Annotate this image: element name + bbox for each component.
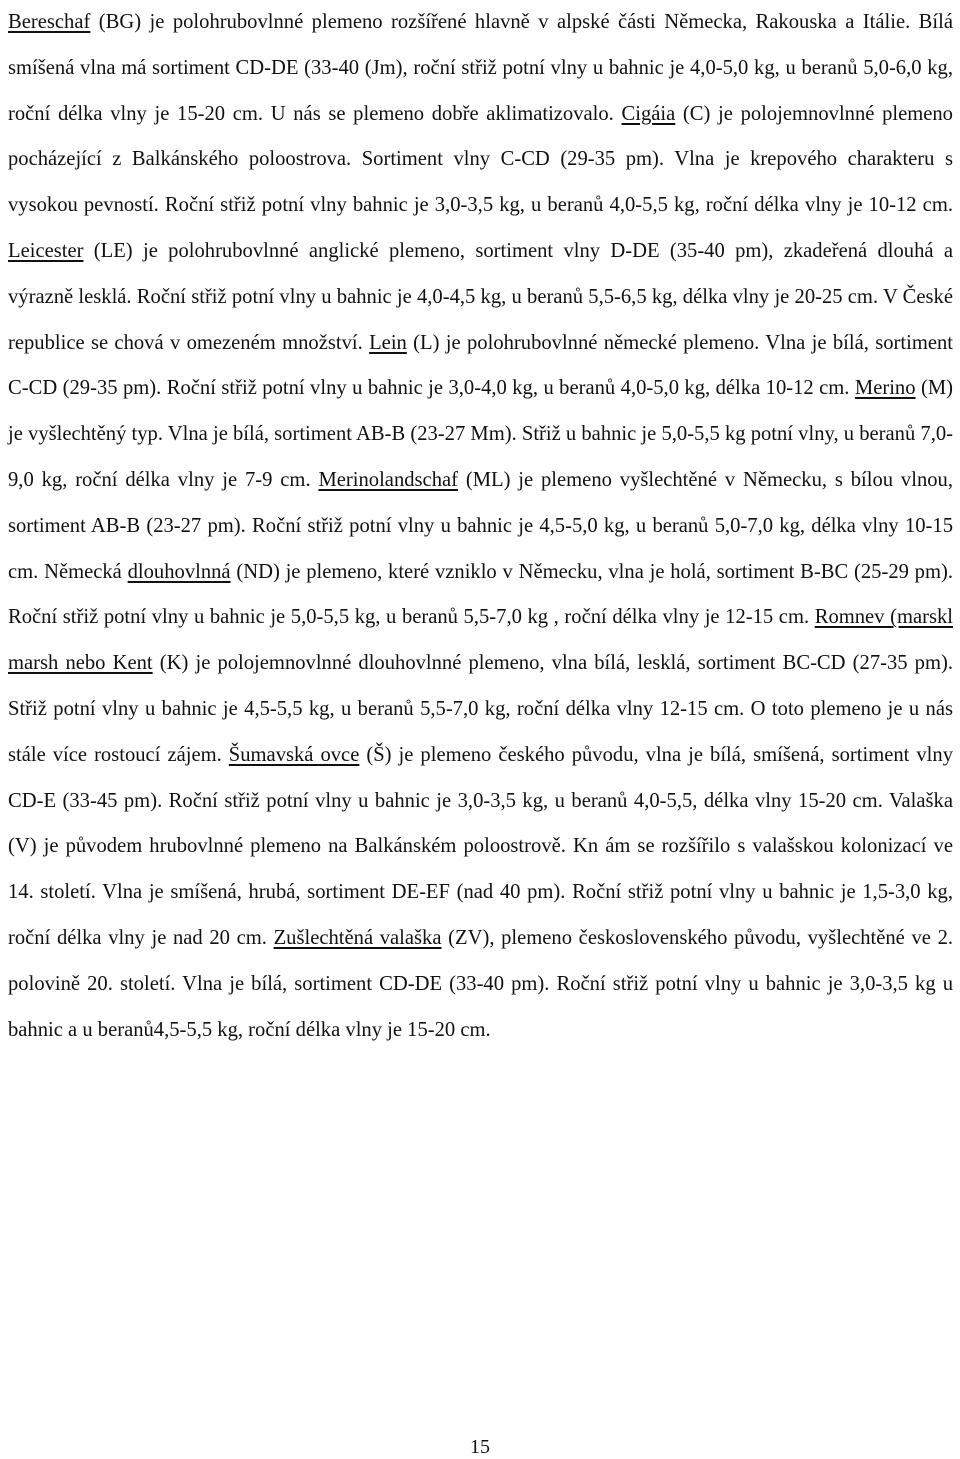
term-dlouhovlnna: dlouhovlnná — [127, 560, 231, 583]
text-segment: (ML) je plemeno vyšlechtěné v Německu, s bílou vlnou, sortiment AB-B (23-27 pm). Roční střiž potní vlny u bahnic je 4,5-5,0 kg, u beranů 5,0-7,0 kg, délka vlny 10-15 cm. Německá — [8, 468, 953, 583]
term-merinolandschaf: Merinolandschaf — [318, 468, 458, 491]
term-cigaia: Cigáia — [621, 102, 676, 125]
term-bereschaf: Bereschaf — [8, 11, 91, 33]
term-lein: Lein — [369, 331, 407, 354]
term-zuslechtena-valaska: Zušlechtěná valaška — [273, 926, 442, 949]
text-segment: (LE) je polohrubovlnné anglické plemeno, sortiment vlny D-DE (35-40 pm), zkadeřená dlouhá a výrazně lesklá. Roční střiž potní vlny u bahnic je 4,0-4,5 kg, u beranů 5,5-6,5 kg, délka vlny je 20-25 cm. V České republice se chová v omezeném množství. — [8, 239, 953, 354]
document-body — [8, 0, 953, 1053]
text-segment: (M) je vyšlechtěný typ. Vlna je bílá, sortiment AB-B (23-27 Mm). Střiž u bahnic je 5,0-5,5 kg potní vlny, u beranů 7,0-9,0 kg, roční délka vlny je 7-9 cm. — [8, 377, 953, 491]
text-segment: (L) je polohrubovlnné německé plemeno. Vlna je bílá, sortiment C-CD (29-35 pm). Roční střiž potní vlny u bahnic je 3,0-4,0 kg, u beranů 4,0-5,0 kg, délka 10-12 cm. — [8, 331, 953, 400]
term-leicester: Leicester — [8, 239, 84, 262]
term-sumavska-ovce: Šumavská ovce — [228, 743, 360, 766]
text-segment: (ND) je plemeno, které vzniklo v Německu, vlna je holá, sortiment B-BC (25-29 pm). Roční střiž potní vlny u bahnic je 5,0-5,5 kg, u beranů 5,5-7,0 kg , roční délka vlny je 12-15 cm. — [8, 560, 954, 629]
text-segment: (ZV), plemeno československého původu, vyšlechtěné ve 2. polovině 20. století. Vlna je bílá, sortiment CD-DE (33-40 pm). Roční střiž potní vlny u bahnic je 3,0-3,5 kg u bahnic a u beranů4,5-5,5 kg, roční délka vlny je 15-20 cm. — [8, 926, 954, 1041]
page-number: 15 — [470, 1436, 490, 1458]
text-segment: (BG) je polohrubovlnné plemeno rozšířené hlavně v alpské části Německa, Rakouska a Itálie. Bílá smíšená vlna má sortiment CD-DE (33-40 (Jm), roční střiž potní vlny u bahnic je 4,0-5,0 kg, u beranů 5,0-6,0 kg, roční délka vlny je 15-20 cm. U nás se plemeno dobře aklimatizovalo. — [8, 11, 953, 125]
text-segment: (K) je polojemnovlnné dlouhovlnné plemeno, vlna bílá, lesklá, sortiment BC-CD (27-35 pm). Střiž potní vlny u bahnic je 4,5-5,5 kg, u beranů 5,5-7,0 kg, roční délka vlny 12-15 cm. O toto plemeno je u nás stále více rostoucí zájem. — [8, 652, 954, 766]
term-merino: Merino — [854, 377, 916, 400]
term-romnev: Romnev (marskl marsh nebo Kent — [8, 606, 953, 675]
text-segment: (Š) je plemeno českého původu, vlna je bílá, smíšená, sortiment vlny CD-E (33-45 pm). Roční střiž potní vlny u bahnic je 3,0-3,5 kg, u beranů 4,0-5,5, délka vlny 15-20 cm. Valaška (V) je původem hrubovlnné plemeno na Balkánském poloostrově. Kn ám se rozšířilo s valašskou kolonizací ve 14. století. Vlna je smíšená, hrubá, sortiment DE-EF (nad 40 pm). Roční střiž potní vlny u bahnic je 1,5-3,0 kg, roční délka vlny je nad 20 cm. — [8, 743, 954, 949]
breed-paragraph — [8, 0, 953, 1053]
text-segment: (C) je polojemnovlnné plemeno pocházející z Balkánského poloostrova. Sortiment vlny C-CD (29-35 pm). Vlna je krepového charakteru s vysokou pevností. Roční střiž potní vlny bahnic je 3,0-3,5 kg, u beranů 4,0-5,5 kg, roční délka vlny je 10-12 cm. — [8, 102, 953, 217]
